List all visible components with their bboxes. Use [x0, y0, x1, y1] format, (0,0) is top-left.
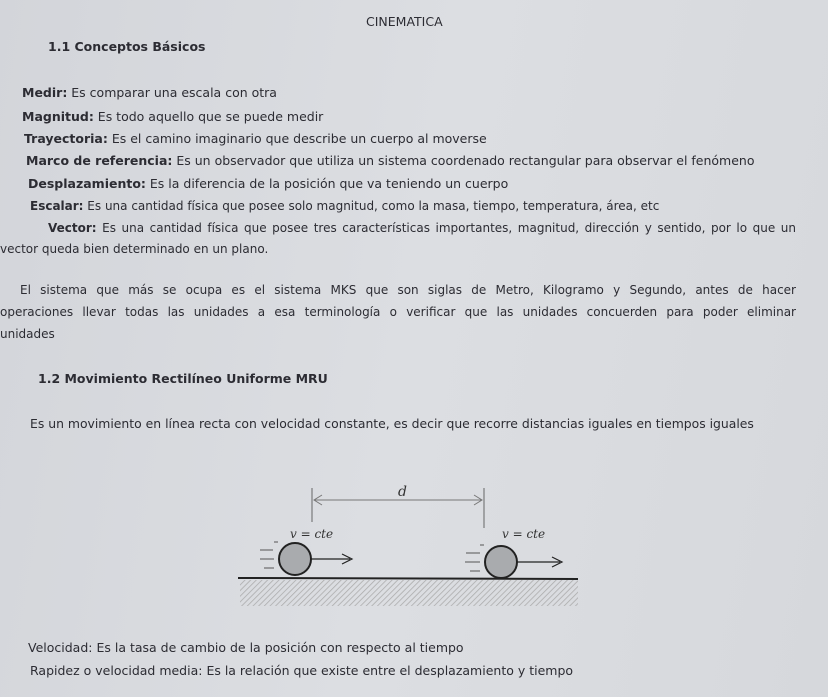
definition-trayectoria — [24, 131, 487, 147]
ground-line — [238, 578, 578, 579]
definition-magnitud — [22, 109, 323, 125]
mru-diagram — [230, 470, 590, 610]
definition-text: Es la relación que existe entre el desplazamiento y tiempo — [202, 663, 574, 678]
definition-text: Es una cantidad física que posee solo magnitud, como la masa, tiempo, temperatura, área, etc — [83, 199, 660, 213]
definition-vector — [48, 220, 796, 236]
term: Rapidez o velocidad media: — [30, 663, 203, 678]
definition-text: Es la tasa de cambio de la posición con respecto al tiempo — [92, 640, 464, 655]
definition-marco-referencia — [26, 153, 755, 169]
ball-right — [465, 545, 562, 578]
velocity-label-left: v = cte — [290, 527, 334, 541]
definition-text: Es la diferencia de la posición que va teniendo un cuerpo — [145, 176, 509, 191]
distance-label: d — [398, 484, 407, 500]
definition-desplazamiento — [28, 176, 508, 192]
term: Velocidad: — [28, 640, 93, 655]
paragraph-mks-line2: operaciones llevar todas las unidades a esa terminología o verificar que las unidades concuerden para poder eliminar — [0, 305, 796, 319]
term: Magnitud: — [22, 109, 94, 124]
term: Medir: — [22, 85, 68, 100]
ball-left — [260, 542, 352, 575]
section-heading-conceptos: 1.1 Conceptos Básicos — [48, 39, 206, 54]
definition-text: Es comparar una escala con otra — [67, 85, 277, 100]
definition-text: Es un observador que utiliza un sistema coordenado rectangular para observar el fenómeno — [172, 153, 755, 168]
definition-text: Es una cantidad física que posee tres características importantes, magnitud, dirección y sentido, por lo que un — [96, 221, 796, 235]
velocity-label-right: v = cte — [502, 527, 546, 541]
mru-intro: Es un movimiento en línea recta con velocidad constante, es decir que recorre distancias iguales en tiempos iguales — [30, 416, 754, 431]
ground — [240, 580, 578, 606]
definition-medir — [22, 85, 277, 101]
definition-velocidad — [28, 640, 464, 656]
document-title: CINEMATICA — [366, 14, 443, 29]
term: Trayectoria: — [24, 131, 108, 146]
term: Escalar: — [30, 199, 84, 213]
definition-vector-continuation: vector queda bien determinado en un plano. — [0, 242, 269, 256]
paragraph-mks-line1: El sistema que más se ocupa es el sistema MKS que son siglas de Metro, Kilogramo y Segundo, antes de hacer — [20, 283, 796, 297]
paragraph-mks-line3: unidades — [0, 327, 55, 341]
term: Desplazamiento: — [28, 176, 146, 191]
section-heading-mru: 1.2 Movimiento Rectilíneo Uniforme MRU — [38, 371, 328, 386]
definition-rapidez — [30, 663, 573, 679]
term: Marco de referencia: — [26, 153, 173, 168]
term: Vector: — [48, 221, 97, 235]
definition-escalar — [30, 198, 659, 214]
definition-text: Es el camino imaginario que describe un cuerpo al moverse — [107, 131, 487, 146]
definition-text: Es todo aquello que se puede medir — [93, 109, 324, 124]
